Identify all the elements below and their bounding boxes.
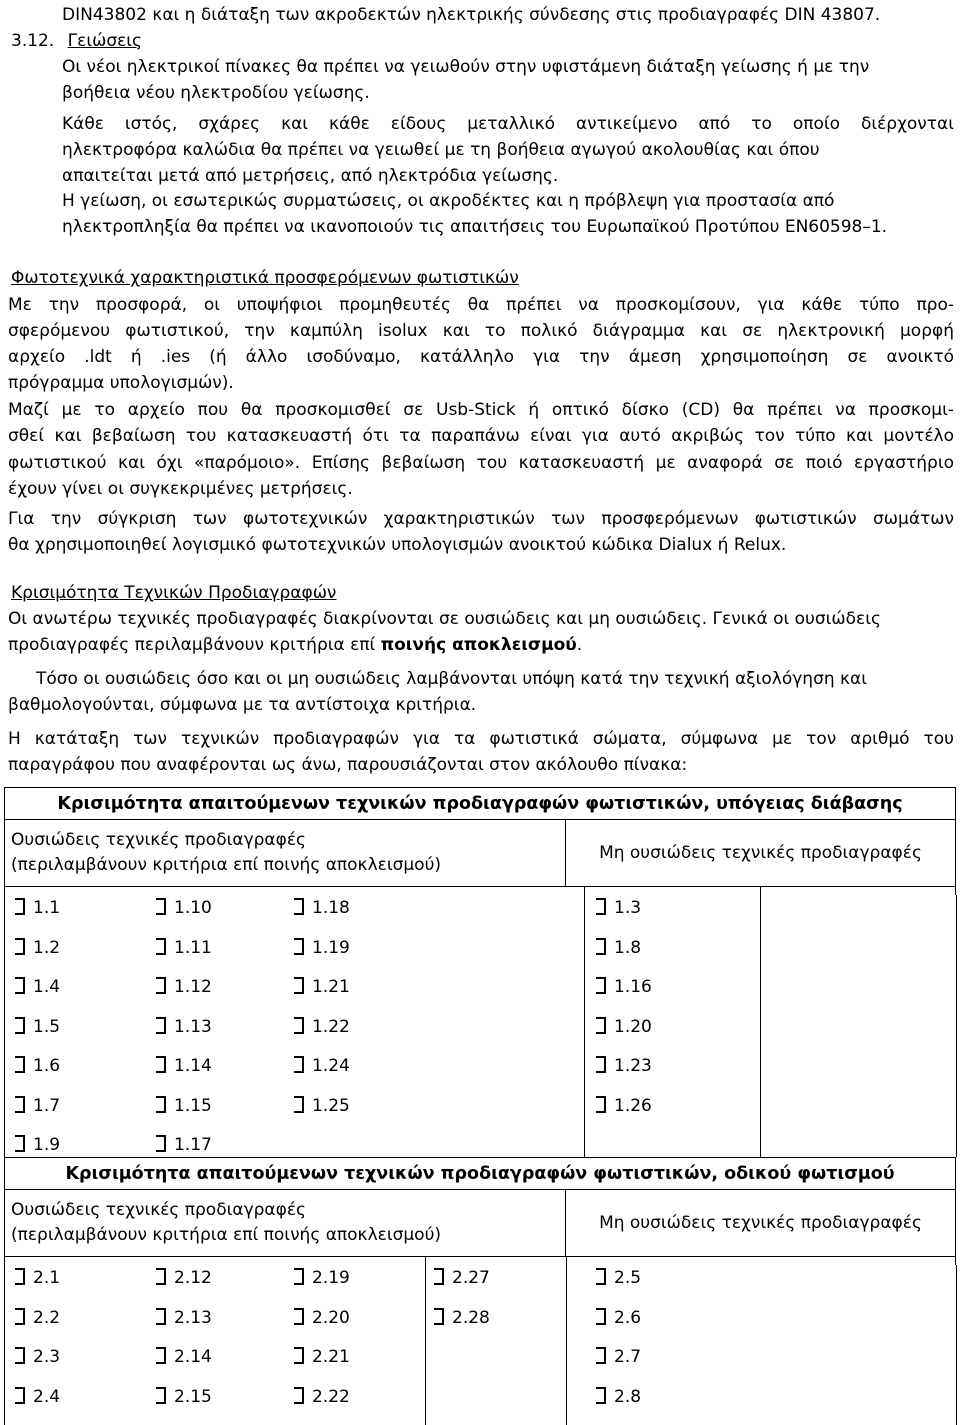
essential-header [5, 1190, 566, 1257]
spec-item: 2.7 [596, 1344, 641, 1370]
text-line: σφερόμενου φωτιστικού, την καμπύλη isolux και το πολικό διάγραμμα και σε ηλεκτρονική μορφή [8, 321, 954, 341]
text-line: παραγράφου που αναφέρονται ως άνω, παρουσιάζονται στον ακόλουθο πίνακα: [8, 755, 688, 775]
criticality-table-underpass [4, 787, 956, 895]
nonessential-header: Μη ουσιώδεις τεχνικές προδιαγραφές [566, 1190, 956, 1257]
text-line: Οι νέοι ηλεκτρικοί πίνακες θα πρέπει να γειωθούν στην υφιστάμενη διάταξη γείωσης ή με την [62, 57, 870, 77]
spec-item: 1.20 [596, 1014, 652, 1040]
essential-header-line: Ουσιώδεις τεχνικές προδιαγραφές [11, 1200, 307, 1220]
text-line: Για την σύγκριση των φωτοτεχνικών χαρακτηριστικών των προσφερόμενων φωτιστικών σωμάτων [8, 509, 954, 529]
text-line: απαιτείται μετά από μετρήσεις, από ηλεκτρόδια γείωσης. [62, 166, 559, 186]
section-title: Γειώσεις [67, 31, 143, 51]
table-body [4, 895, 957, 1157]
section-heading [11, 28, 960, 54]
spec-item: 1.11 [156, 935, 212, 961]
spec-item: 1.16 [596, 974, 652, 1000]
spec-item: 1.26 [596, 1093, 652, 1119]
spec-item: 1.19 [294, 935, 350, 961]
subsection-heading: Κρισιμότητα Τεχνικών Προδιαγραφών [11, 583, 337, 603]
table-title: Κρισιμότητα απαιτούμενων τεχνικών προδιαγραφών φωτιστικών, οδικού φωτισμού [5, 1158, 956, 1190]
text-line: Τόσο οι ουσιώδεις όσο και οι μη ουσιώδεις λαμβάνονται υπόψη κατά την τεχνική αξιολόγηση και [36, 669, 868, 689]
text-line [8, 632, 960, 658]
text-line: βαθμολογούνται, σύμφωνα με τα αντίστοιχα κριτήρια. [8, 695, 477, 715]
spec-item: 1.15 [156, 1093, 212, 1119]
nonessential-header: Μη ουσιώδεις τεχνικές προδιαγραφές [566, 820, 956, 887]
spec-item: 1.3 [596, 895, 641, 921]
text-line: θα χρησιμοποιηθεί λογισμικό φωτοτεχνικών υπολογισμών ανοικτού κώδικα Dialux ή Relux. [8, 535, 787, 555]
spec-item: 1.14 [156, 1053, 212, 1079]
spec-item: 2.1 [15, 1265, 60, 1291]
spec-item: 1.22 [294, 1014, 350, 1040]
spec-item: 2.27 [434, 1265, 490, 1291]
spec-item: 1.6 [15, 1053, 60, 1079]
text-line: σθεί και βεβαίωση του κατασκευαστή ότι τα παραπάνω είναι για αυτό ακριβώς τον τύπο και μοντέλο [8, 426, 954, 446]
spec-item: 1.24 [294, 1053, 350, 1079]
spec-item: 1.7 [15, 1093, 60, 1119]
text-line: αρχείο .ldt ή .ies (ή άλλο ισοδύναμο, κατάλληλο για την άμεση χρησιμοποίηση σε ανοικτό [8, 347, 954, 367]
text-line: Η γείωση, οι εσωτερικώς συρματώσεις, οι ακροδέκτες και η πρόβλεψη για προστασία από [62, 191, 835, 211]
criticality-table-road [4, 1157, 956, 1265]
table-body [4, 1265, 957, 1425]
spec-item: 2.20 [294, 1305, 350, 1331]
column-divider [425, 1257, 426, 1425]
spec-item: 1.13 [156, 1014, 212, 1040]
spec-item: 1.5 [15, 1014, 60, 1040]
spec-item: 1.1 [15, 895, 60, 921]
spec-item: 2.4 [15, 1384, 60, 1410]
spec-item: 2.22 [294, 1384, 350, 1410]
spec-item: 1.12 [156, 974, 212, 1000]
text-line: βοήθεια νέου ηλεκτροδίου γείωσης. [62, 83, 370, 103]
spec-item: 2.14 [156, 1344, 212, 1370]
spec-item: 1.23 [596, 1053, 652, 1079]
spec-item: 1.8 [596, 935, 641, 961]
spec-item: 1.10 [156, 895, 212, 921]
essential-header-line: (περιλαμβάνουν κριτήρια επί ποινής αποκλεισμού) [11, 855, 442, 875]
text-line: ηλεκτροπληξία θα πρέπει να ικανοποιούν τις απαιτήσεις του Ευρωπαϊκού Προτύπου ΕΝ60598–1. [62, 217, 888, 237]
essential-header-line: Ουσιώδεις τεχνικές προδιαγραφές [11, 830, 307, 850]
spec-item: 2.19 [294, 1265, 350, 1291]
spec-item: 2.2 [15, 1305, 60, 1331]
spec-item: 1.18 [294, 895, 350, 921]
spec-item: 2.15 [156, 1384, 212, 1410]
section-number: 3.12. [11, 31, 55, 51]
text-line: πρόγραμμα υπολογισμών). [8, 373, 234, 393]
spec-item: 2.21 [294, 1344, 350, 1370]
text-line: Οι ανωτέρω τεχνικές προδιαγραφές διακρίνονται σε ουσιώδεις και μη ουσιώδεις. Γενικά οι ουσιώδεις [8, 609, 881, 629]
spec-item: 1.9 [15, 1132, 60, 1158]
text-line: Με την προσφορά, οι υποψήφιοι προμηθευτές θα πρέπει να προσκομίσουν, για κάθε τύπο προ- [8, 295, 954, 315]
spec-item: 1.17 [156, 1132, 212, 1158]
spec-item: 2.8 [596, 1384, 641, 1410]
text-line: Μαζί με το αρχείο που θα προσκομισθεί σε Usb-Stick ή οπτικό δίσκο (CD) θα πρέπει να προσκομι- [8, 400, 954, 420]
emphasis-text: ποινής αποκλεισμού [380, 635, 577, 655]
spec-item: 1.25 [294, 1093, 350, 1119]
spec-item: 1.2 [15, 935, 60, 961]
spec-item: 2.5 [596, 1265, 641, 1291]
spec-item: 2.6 [596, 1305, 641, 1331]
spec-item: 2.28 [434, 1305, 490, 1331]
text-line: Η κατάταξη των τεχνικών προδιαγραφών για τα φωτιστικά σώματα, σύμφωνα με τον αριθμό του [8, 729, 954, 749]
spec-item: 2.13 [156, 1305, 212, 1331]
spec-item: 1.21 [294, 974, 350, 1000]
text-span: . [576, 635, 583, 655]
column-divider [566, 1257, 567, 1425]
text-line: ηλεκτροφόρα καλώδια θα πρέπει να γειωθεί με τη βοήθεια αγωγού ακολουθίας και όπου [62, 140, 820, 160]
text-line: έχουν γίνει οι συγκεκριμένες μετρήσεις. [8, 479, 353, 499]
spec-item: 1.4 [15, 974, 60, 1000]
essential-header [5, 820, 566, 887]
text-line: φωτιστικού και όχι «παρόμοιο». Επίσης βεβαίωση του κατασκευαστή με αναφορά σε ποιό εργαστήριο [8, 453, 954, 473]
table-title: Κρισιμότητα απαιτούμενων τεχνικών προδιαγραφών φωτιστικών, υπόγειας διάβασης [5, 788, 956, 820]
subsection-heading: Φωτοτεχνικά χαρακτηριστικά προσφερόμενων φωτιστικών [11, 268, 519, 288]
spec-item: 2.12 [156, 1265, 212, 1291]
text-span: προδιαγραφές περιλαμβάνουν κριτήρια επί [8, 635, 381, 655]
text-line: Κάθε ιστός, σχάρες και κάθε είδους μεταλλικό αντικείμενο από το οποίο διέρχονται [62, 114, 954, 134]
text-line: DIN43802 και η διάταξη των ακροδεκτών ηλεκτρικής σύνδεσης στις προδιαγραφές DIN 43807. [62, 5, 881, 25]
spec-item: 2.3 [15, 1344, 60, 1370]
essential-header-line: (περιλαμβάνουν κριτήρια επί ποινής αποκλεισμού) [11, 1225, 442, 1245]
